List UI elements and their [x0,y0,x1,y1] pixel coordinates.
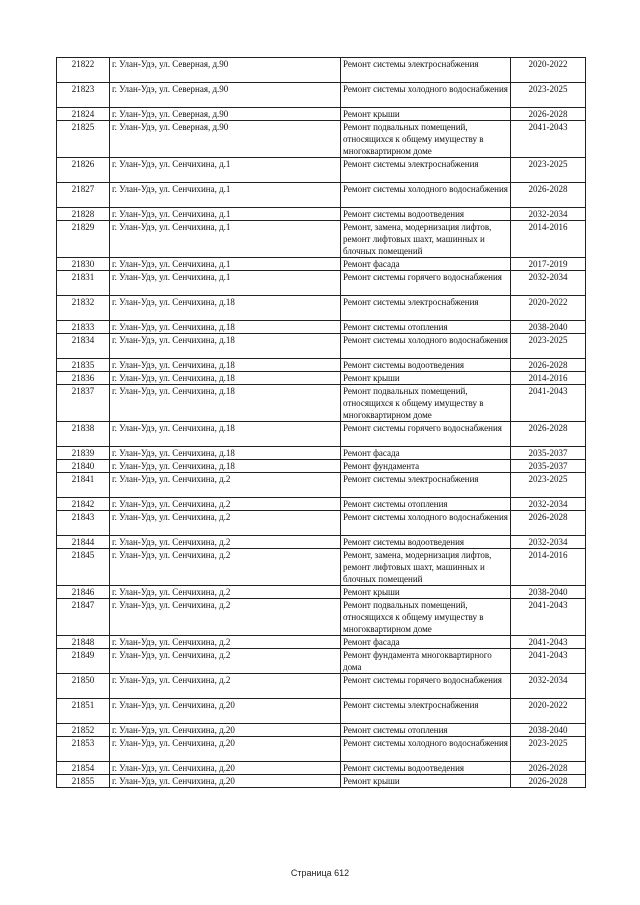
work-type-cell: Ремонт системы электроснабжения [341,58,511,83]
table-row [57,447,586,460]
address-cell: г. Улан-Удэ, ул. Сенчихина, д.2 [110,586,341,599]
address-cell: г. Улан-Удэ, ул. Сенчихина, д.18 [110,296,341,321]
row-number: 21833 [57,321,110,334]
period-cell: 2041-2043 [511,649,586,674]
work-type-cell: Ремонт системы электроснабжения [341,158,511,183]
work-type-cell: Ремонт системы электроснабжения [341,473,511,498]
work-type-cell: Ремонт подвальных помещений, относящихся к общему имуществу в многоквартирном доме [341,599,511,636]
table-row [57,737,586,762]
row-number: 21840 [57,460,110,473]
row-number: 21839 [57,447,110,460]
row-number: 21846 [57,586,110,599]
table-row [57,208,586,221]
address-cell: г. Улан-Удэ, ул. Сенчихина, д.1 [110,183,341,208]
work-type-cell: Ремонт, замена, модернизация лифтов, ремонт лифтовых шахт, машинных и блочных помещений [341,221,511,258]
table-body [57,58,586,788]
period-cell: 2023-2025 [511,473,586,498]
period-cell: 2035-2037 [511,447,586,460]
work-type-cell: Ремонт системы холодного водоснабжения [341,334,511,359]
work-type-cell: Ремонт, замена, модернизация лифтов, ремонт лифтовых шахт, машинных и блочных помещений [341,549,511,586]
work-type-cell: Ремонт крыши [341,586,511,599]
work-type-cell: Ремонт фундамента многоквартирного дома [341,649,511,674]
row-number: 21855 [57,775,110,788]
address-cell: г. Улан-Удэ, ул. Сенчихина, д.18 [110,460,341,473]
row-number: 21830 [57,258,110,271]
work-type-cell: Ремонт фасада [341,447,511,460]
address-cell: г. Улан-Удэ, ул. Сенчихина, д.2 [110,599,341,636]
table-row [57,158,586,183]
table-row [57,762,586,775]
period-cell: 2020-2022 [511,699,586,724]
address-cell: г. Улан-Удэ, ул. Сенчихина, д.18 [110,359,341,372]
work-type-cell: Ремонт системы отопления [341,321,511,334]
row-number: 21845 [57,549,110,586]
table-row [57,121,586,158]
work-type-cell: Ремонт системы водоотведения [341,536,511,549]
period-cell: 2032-2034 [511,674,586,699]
row-number: 21841 [57,473,110,498]
table-row [57,58,586,83]
work-type-cell: Ремонт крыши [341,372,511,385]
address-cell: г. Улан-Удэ, ул. Северная, д.90 [110,83,341,108]
work-type-cell: Ремонт системы электроснабжения [341,296,511,321]
period-cell: 2035-2037 [511,460,586,473]
address-cell: г. Улан-Удэ, ул. Северная, д.90 [110,108,341,121]
address-cell: г. Улан-Удэ, ул. Сенчихина, д.2 [110,511,341,536]
row-number: 21847 [57,599,110,636]
period-cell: 2017-2019 [511,258,586,271]
work-type-cell: Ремонт системы горячего водоснабжения [341,422,511,447]
table-row [57,549,586,586]
row-number: 21852 [57,724,110,737]
row-number: 21850 [57,674,110,699]
address-cell: г. Улан-Удэ, ул. Сенчихина, д.2 [110,549,341,586]
period-cell: 2032-2034 [511,271,586,296]
period-cell: 2038-2040 [511,724,586,737]
work-type-cell: Ремонт фасада [341,258,511,271]
work-type-cell: Ремонт системы водоотведения [341,208,511,221]
address-cell: г. Улан-Удэ, ул. Сенчихина, д.20 [110,737,341,762]
work-type-cell: Ремонт системы холодного водоснабжения [341,83,511,108]
address-cell: г. Улан-Удэ, ул. Сенчихина, д.18 [110,385,341,422]
period-cell: 2038-2040 [511,321,586,334]
table-row [57,699,586,724]
work-type-cell: Ремонт системы водоотведения [341,762,511,775]
period-cell: 2020-2022 [511,296,586,321]
address-cell: г. Улан-Удэ, ул. Сенчихина, д.18 [110,372,341,385]
row-number: 21848 [57,636,110,649]
period-cell: 2041-2043 [511,599,586,636]
row-number: 21836 [57,372,110,385]
address-cell: г. Улан-Удэ, ул. Сенчихина, д.2 [110,674,341,699]
table-row [57,221,586,258]
period-cell: 2041-2043 [511,121,586,158]
address-cell: г. Улан-Удэ, ул. Северная, д.90 [110,121,341,158]
work-type-cell: Ремонт крыши [341,108,511,121]
period-cell: 2023-2025 [511,737,586,762]
table-row [57,359,586,372]
address-cell: г. Улан-Удэ, ул. Сенчихина, д.18 [110,422,341,447]
table-row [57,296,586,321]
table-row [57,498,586,511]
table-row [57,636,586,649]
row-number: 21831 [57,271,110,296]
address-cell: г. Улан-Удэ, ул. Сенчихина, д.20 [110,775,341,788]
work-type-cell: Ремонт системы электроснабжения [341,699,511,724]
period-cell: 2026-2028 [511,183,586,208]
table-row [57,586,586,599]
row-number: 21843 [57,511,110,536]
period-cell: 2023-2025 [511,158,586,183]
period-cell: 2026-2028 [511,511,586,536]
row-number: 21835 [57,359,110,372]
period-cell: 2014-2016 [511,549,586,586]
work-type-cell: Ремонт подвальных помещений, относящихся к общему имуществу в многоквартирном доме [341,121,511,158]
work-type-cell: Ремонт подвальных помещений, относящихся к общему имуществу в многоквартирном доме [341,385,511,422]
address-cell: г. Улан-Удэ, ул. Сенчихина, д.20 [110,762,341,775]
address-cell: г. Улан-Удэ, ул. Сенчихина, д.1 [110,221,341,258]
work-type-cell: Ремонт системы отопления [341,724,511,737]
period-cell: 2026-2028 [511,422,586,447]
table-row [57,536,586,549]
address-cell: г. Улан-Удэ, ул. Сенчихина, д.2 [110,498,341,511]
table-row [57,460,586,473]
row-number: 21823 [57,83,110,108]
period-cell: 2026-2028 [511,108,586,121]
table-row [57,83,586,108]
work-type-cell: Ремонт системы холодного водоснабжения [341,183,511,208]
address-cell: г. Улан-Удэ, ул. Сенчихина, д.18 [110,321,341,334]
address-cell: г. Улан-Удэ, ул. Сенчихина, д.1 [110,271,341,296]
work-type-cell: Ремонт фундамента [341,460,511,473]
table-row [57,599,586,636]
address-cell: г. Улан-Удэ, ул. Сенчихина, д.1 [110,258,341,271]
row-number: 21826 [57,158,110,183]
period-cell: 2032-2034 [511,536,586,549]
work-type-cell: Ремонт системы горячего водоснабжения [341,271,511,296]
table-row [57,422,586,447]
row-number: 21849 [57,649,110,674]
address-cell: г. Улан-Удэ, ул. Сенчихина, д.20 [110,699,341,724]
work-type-cell: Ремонт крыши [341,775,511,788]
table-row [57,334,586,359]
table-row [57,775,586,788]
row-number: 21853 [57,737,110,762]
period-cell: 2032-2034 [511,498,586,511]
row-number: 21824 [57,108,110,121]
row-number: 21827 [57,183,110,208]
row-number: 21825 [57,121,110,158]
table-row [57,321,586,334]
address-cell: г. Улан-Удэ, ул. Сенчихина, д.1 [110,158,341,183]
row-number: 21822 [57,58,110,83]
period-cell: 2041-2043 [511,385,586,422]
address-cell: г. Улан-Удэ, ул. Сенчихина, д.18 [110,447,341,460]
table-row [57,372,586,385]
period-cell: 2038-2040 [511,586,586,599]
table-row [57,385,586,422]
address-cell: г. Улан-Удэ, ул. Сенчихина, д.18 [110,334,341,359]
table-row [57,674,586,699]
row-number: 21844 [57,536,110,549]
table-row [57,271,586,296]
period-cell: 2032-2034 [511,208,586,221]
period-cell: 2026-2028 [511,359,586,372]
work-type-cell: Ремонт системы горячего водоснабжения [341,674,511,699]
address-cell: г. Улан-Удэ, ул. Сенчихина, д.2 [110,536,341,549]
work-type-cell: Ремонт системы отопления [341,498,511,511]
row-number: 21837 [57,385,110,422]
table-row [57,183,586,208]
period-cell: 2014-2016 [511,221,586,258]
table-row [57,511,586,536]
repair-schedule-table [56,57,586,788]
period-cell: 2020-2022 [511,58,586,83]
period-cell: 2023-2025 [511,334,586,359]
work-type-cell: Ремонт системы водоотведения [341,359,511,372]
row-number: 21842 [57,498,110,511]
work-type-cell: Ремонт фасада [341,636,511,649]
table-row [57,473,586,498]
table-row [57,258,586,271]
period-cell: 2026-2028 [511,762,586,775]
address-cell: г. Улан-Удэ, ул. Сенчихина, д.20 [110,724,341,737]
work-type-cell: Ремонт системы холодного водоснабжения [341,737,511,762]
work-type-cell: Ремонт системы холодного водоснабжения [341,511,511,536]
address-cell: г. Улан-Удэ, ул. Сенчихина, д.2 [110,649,341,674]
address-cell: г. Улан-Удэ, ул. Северная, д.90 [110,58,341,83]
period-cell: 2041-2043 [511,636,586,649]
table-row [57,108,586,121]
address-cell: г. Улан-Удэ, ул. Сенчихина, д.1 [110,208,341,221]
address-cell: г. Улан-Удэ, ул. Сенчихина, д.2 [110,636,341,649]
period-cell: 2023-2025 [511,83,586,108]
row-number: 21832 [57,296,110,321]
row-number: 21834 [57,334,110,359]
page-number: Страница 612 [290,868,350,878]
row-number: 21828 [57,208,110,221]
period-cell: 2026-2028 [511,775,586,788]
row-number: 21854 [57,762,110,775]
table-row [57,649,586,674]
row-number: 21838 [57,422,110,447]
row-number: 21851 [57,699,110,724]
row-number: 21829 [57,221,110,258]
table-row [57,724,586,737]
address-cell: г. Улан-Удэ, ул. Сенчихина, д.2 [110,473,341,498]
period-cell: 2014-2016 [511,372,586,385]
